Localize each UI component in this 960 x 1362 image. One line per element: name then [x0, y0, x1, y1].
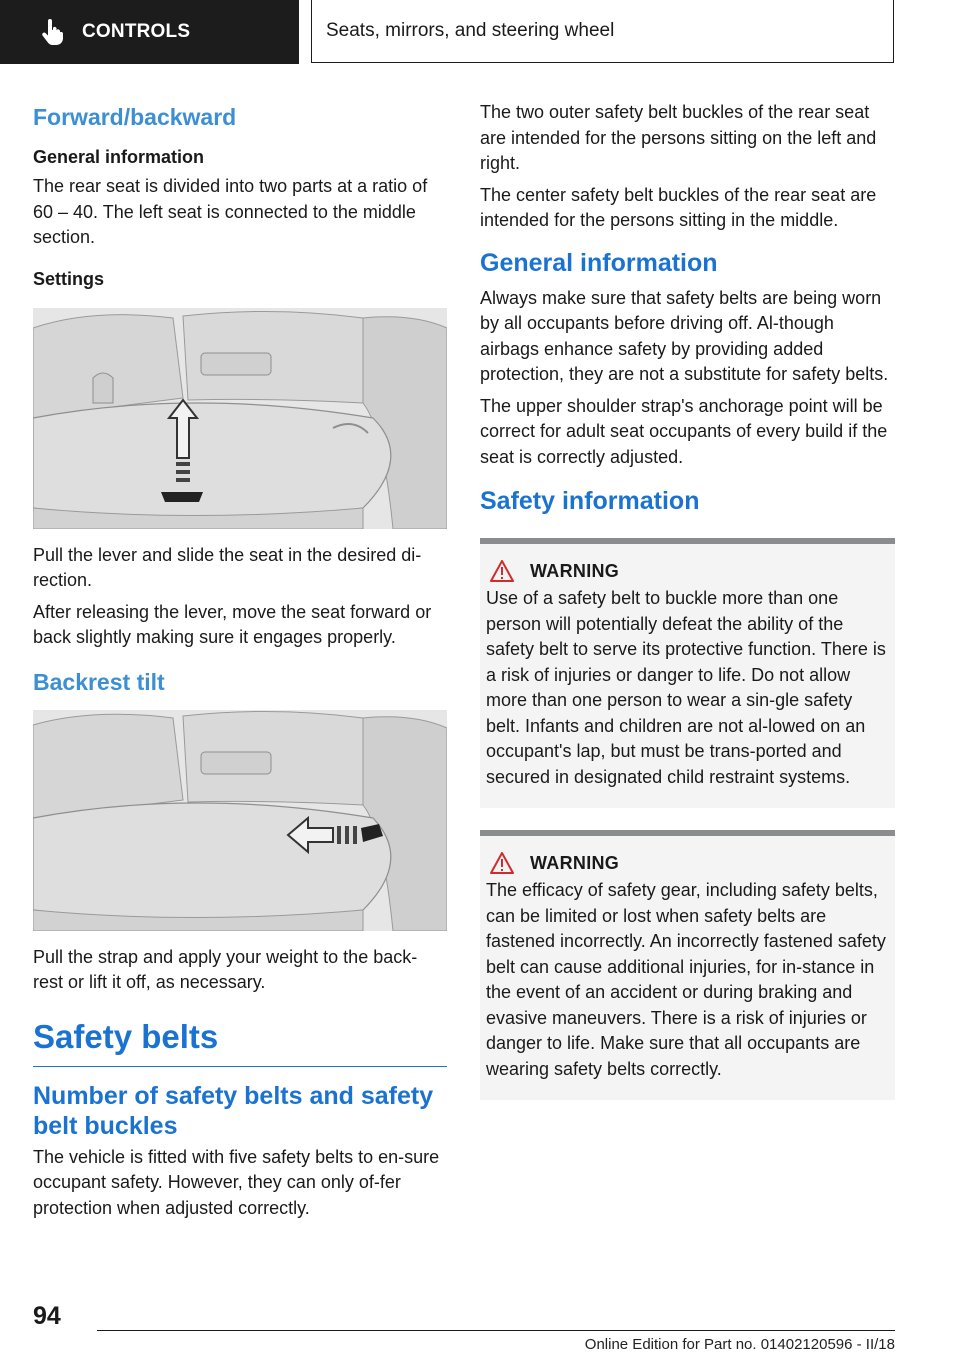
heading-backrest-tilt: Backrest tilt [33, 668, 165, 695]
warning-triangle-icon [490, 852, 514, 874]
warning-box-one [480, 538, 895, 808]
paragraph-after-release: After releasing the lever, move the seat forward or back slightly making sure it engages properly. [33, 601, 432, 647]
heading-general-information: General information [33, 147, 205, 167]
page-number: 94 [33, 1302, 61, 1330]
warning-text: The efficacy of safety gear, including safety belts, can be limited or lost when safety belts are fastened incorrectly. An incorrectly fastened safety belt can cause additional injuries, for in‐stance in the event of an accident or during braking and evasive maneuvers. There is a risk of injuries or danger to life. Make sure that all occupants are wearing safety belts correctly. [486, 880, 886, 1079]
heading-settings: Settings [33, 268, 105, 289]
footer-divider [97, 1330, 895, 1331]
warning-title: WARNING [530, 852, 620, 873]
paragraph-pull-lever: Pull the lever and slide the seat in the desired di‐rection. [33, 544, 422, 590]
warning-text: Use of a safety belt to buckle more than one person will potentially defeat the ability of the safety belt to serve its protective function. There is a risk of injuries or danger to life. Do not allow more than one person to wear a sin‐gle safety belt. Infants and children are not al‐lowed on an occupant's lap, but must be trans‐ported and secured in designated child restraint systems. [486, 588, 886, 787]
paragraph-seat-division: The rear seat is divided into two parts at a ratio of 60 – 40. The left seat is connected to the middle section. [33, 176, 428, 247]
heading-number-of-belts: Number of safety belts and safety belt buckles [33, 1081, 434, 1140]
warning-triangle-icon [490, 560, 514, 582]
paragraph-upper-anchorage: The upper shoulder strap's anchorage point will be correct for adult seat occupants of every build if the seat is correctly adjusted. [480, 395, 888, 467]
header-section-label: CONTROLS [82, 21, 191, 42]
footer-edition: Online Edition for Part no. 01402120596 - II/18 [584, 1336, 895, 1353]
warning-box-two [480, 830, 895, 1100]
header-section-tab [0, 0, 299, 64]
paragraph-pull-strap: Pull the strap and apply your weight to the back‐rest or lift it off, as necessary. [33, 946, 418, 992]
paragraph-five-belts: The vehicle is fitted with five safety belts to en‐sure occupant safety. However, they can only of‐fer protection when adjusted correctly. [33, 1146, 440, 1218]
heading-forward-backward: Forward/backward [33, 104, 237, 130]
warning-title: WARNING [530, 560, 620, 581]
hand-pointer-icon [40, 19, 64, 45]
figure-backrest-strap [33, 710, 447, 931]
paragraph-outer-buckles: The two outer safety belt buckles of the rear seat are intended for the persons sitting on the left and right. [480, 102, 877, 173]
figure-seat-lever [33, 308, 447, 529]
paragraph-always-wear: Always make sure that safety belts are being worn by all occupants before driving off. Al‐though airbags enhance safety by providing added protection, they are not a substitute for safety belts. [480, 287, 889, 384]
header-chapter-title: Seats, mirrors, and steering wheel [326, 20, 615, 41]
heading-general-information-belts: General information [480, 248, 718, 277]
header-chapter-box [311, 0, 894, 63]
left-column [33, 100, 447, 1227]
heading-safety-belts: Safety belts [33, 1018, 447, 1067]
right-column [480, 100, 895, 1110]
heading-safety-information: Safety information [480, 487, 700, 515]
paragraph-center-buckles: The center safety belt buckles of the rear seat are intended for the persons sitting in the middle. [480, 184, 877, 230]
